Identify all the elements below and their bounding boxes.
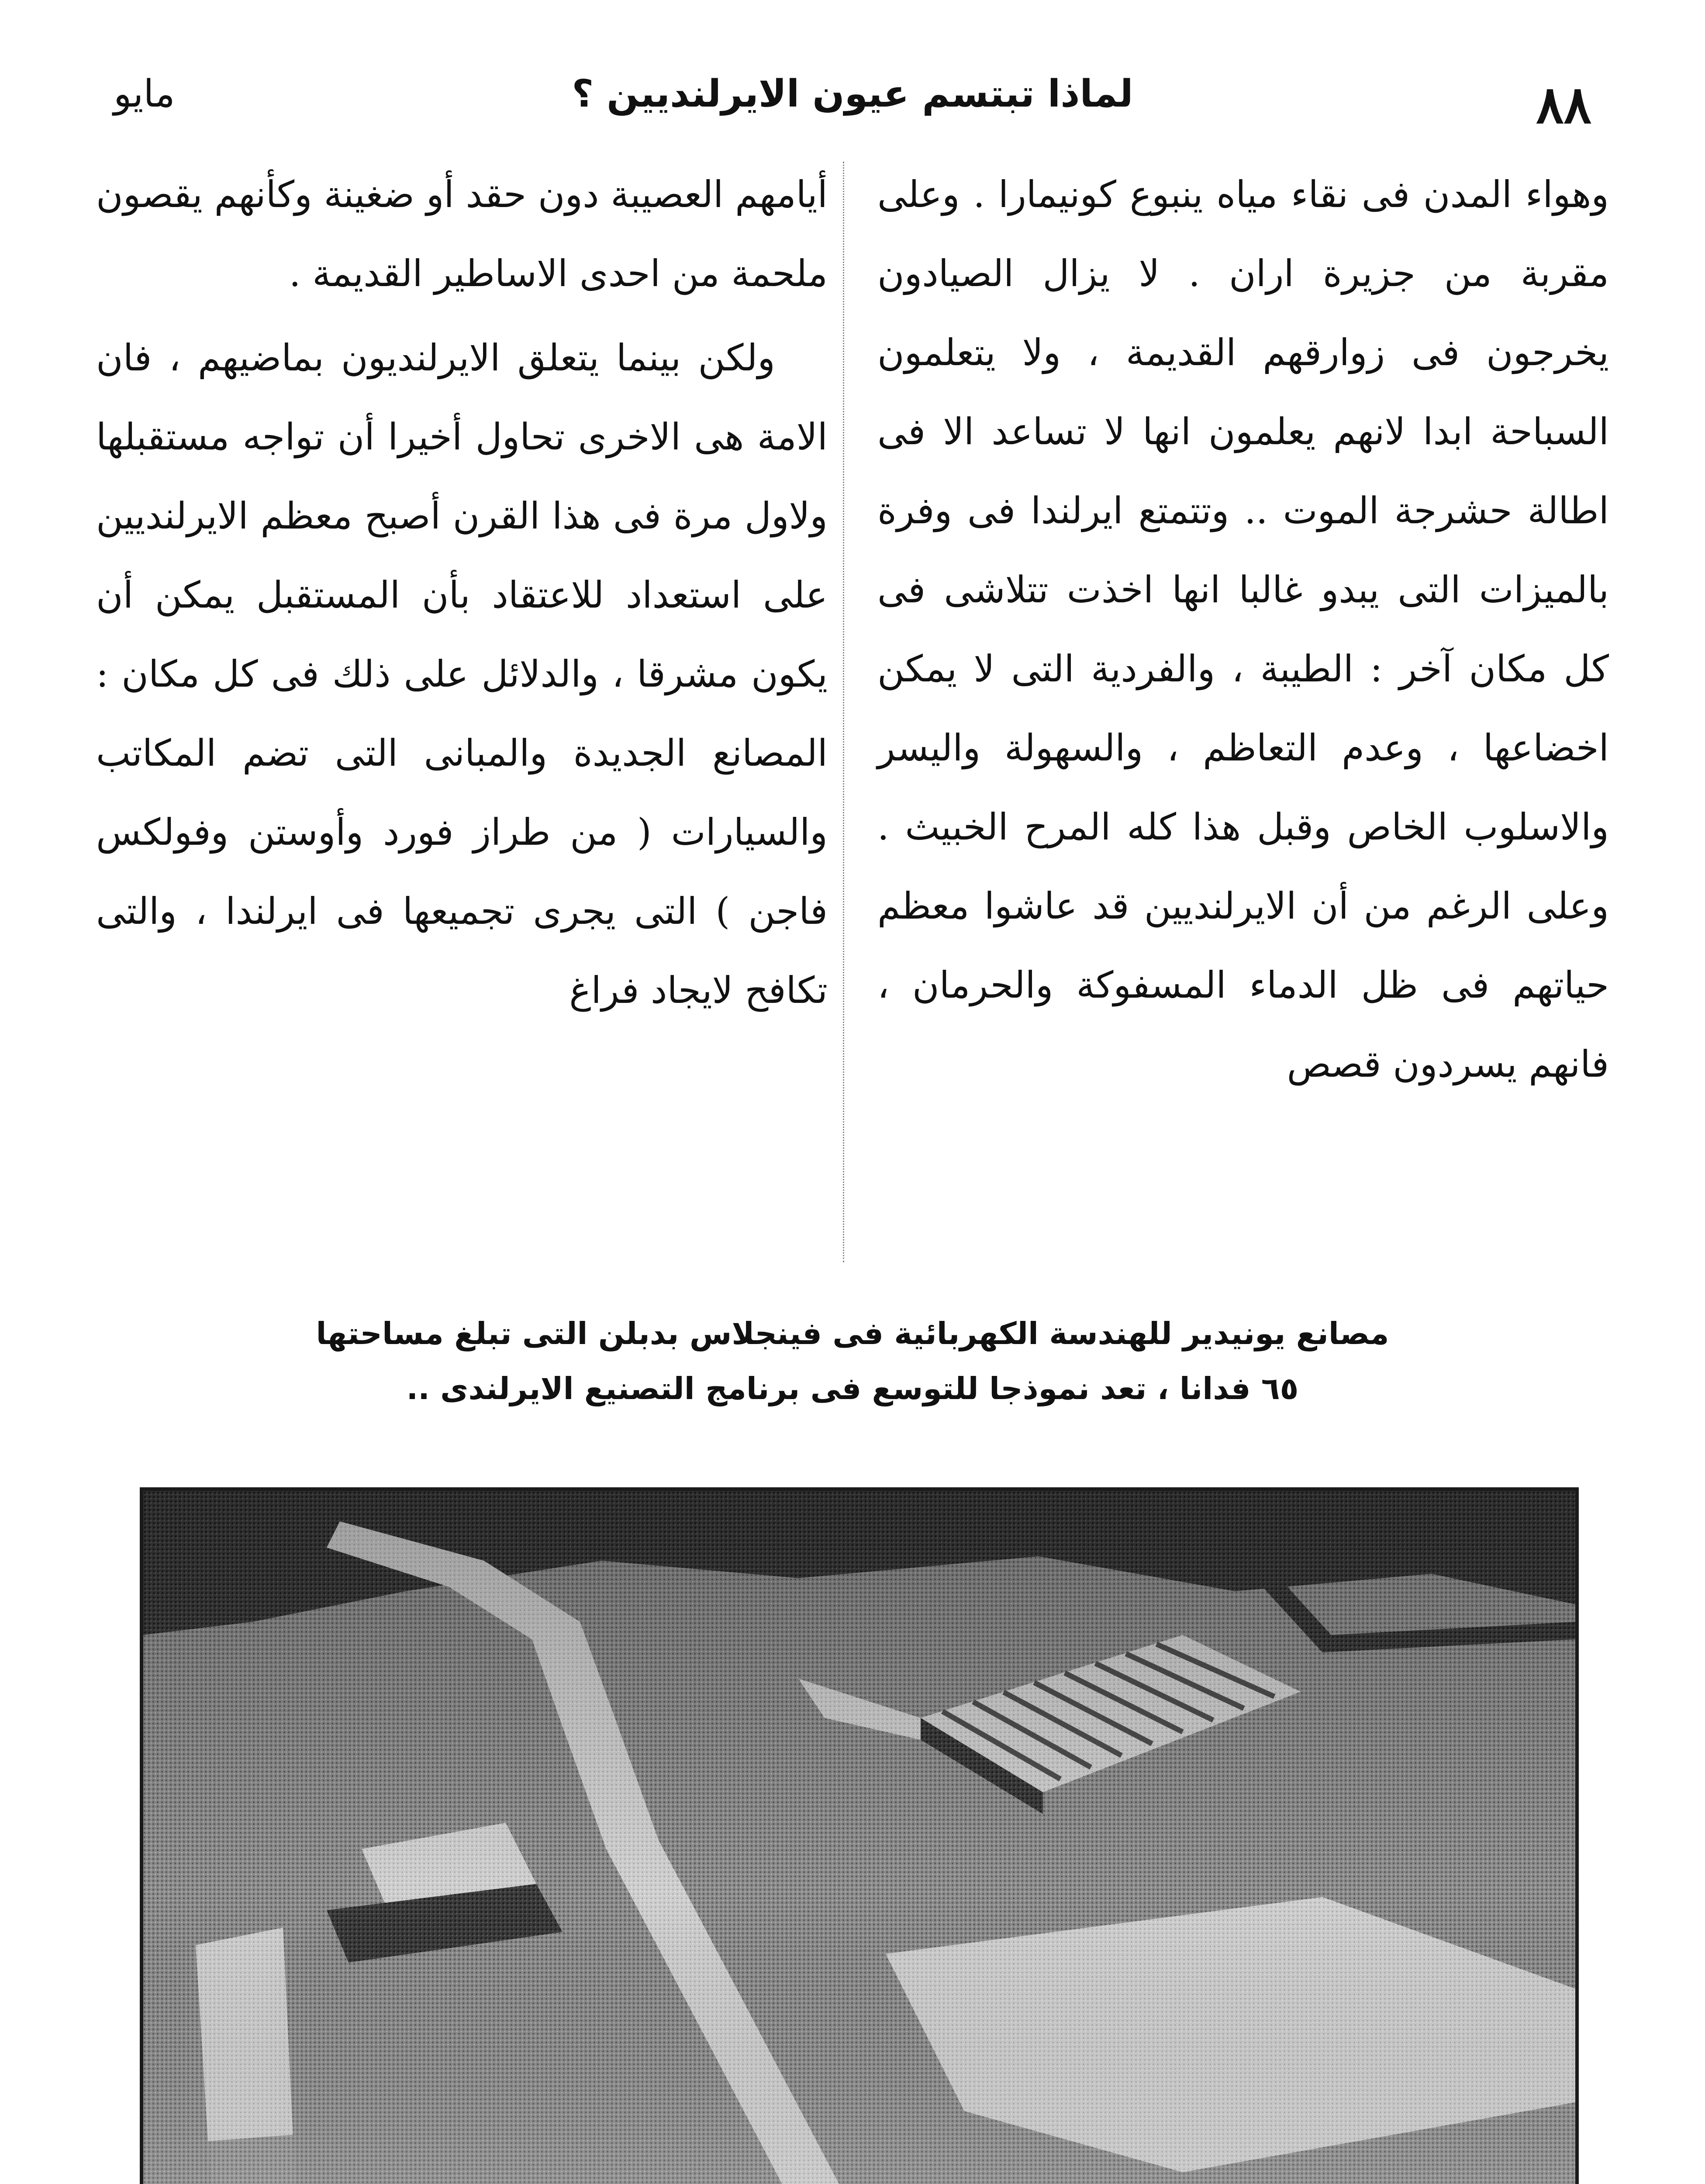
caption-line: ٦٥ فدانا ، تعد نموذجا للتوسع فى برنامج التصنيع الايرلندى .. <box>406 1371 1299 1406</box>
text-column-right <box>877 155 1609 1104</box>
paragraph: ولكن بينما يتعلق الايرلنديون بماضيهم ، فان الامة هى الاخرى تحاول أخيرا أن تواجه مستقبلها ولاول مرة فى هذا القرن أصبح معظم الايرلنديين على استعداد للاعتقاد بأن المستقبل يمكن أن يكون مشرقا ، والدلائل على ذلك فى كل مكان : المصانع الجديدة والمبانى التى تضم المكاتب والسيارات ( من طراز فورد وأوستن وفولكس فاجن ) التى يجرى تجميعها فى ايرلندا ، والتى تكافح لايجاد فراغ <box>96 336 828 1012</box>
issue-month: مايو <box>114 72 175 116</box>
paragraph: أيامهم العصيبة دون حقد أو ضغينة وكأنهم يقصون ملحمة من احدى الاساطير القديمة . <box>96 173 828 295</box>
column-divider <box>843 162 847 1262</box>
aerial-factory-photo <box>140 1487 1579 2184</box>
aerial-photo-drawing <box>143 1491 1575 2184</box>
caption-line: مصانع يونيدير للهندسة الكهربائية فى فينجلاس بدبلن التى تبلغ مساحتها <box>316 1316 1389 1351</box>
page-number: ٨٨ <box>1536 74 1591 135</box>
text-column-left <box>96 155 828 1030</box>
page-header <box>114 66 1591 140</box>
photo-caption <box>210 1306 1495 1416</box>
paragraph: وهواء المدن فى نقاء مياه ينبوع كونيمارا . وعلى مقربة من جزيرة اران . لا يزال الصيادون يخرجون فى زوارقهم القديمة ، ولا يتعلمون السباحة ابدا لانهم يعلمون انها لا تساعد الا فى اطالة حشرجة الموت .. وتتمتع ايرلندا فى وفرة بالميزات التى يبدو غالبا انها اخذت تتلاشى فى كل مكان آخر : الطيبة ، والفردية التى لا يمكن اخضاعها ، وعدم التعاظم ، والسهولة واليسر والاسلوب الخاص وقبل هذا كله المرح الخبيث . وعلى الرغم من أن الايرلنديين قد عاشوا معظم حياتهم فى ظل الدماء المسفوكة والحرمان ، فانهم يسردون قصص <box>877 173 1609 1085</box>
running-title: لماذا تبتسم عيون الايرلنديين ؟ <box>572 72 1133 116</box>
photo-shading <box>143 1491 1575 2184</box>
